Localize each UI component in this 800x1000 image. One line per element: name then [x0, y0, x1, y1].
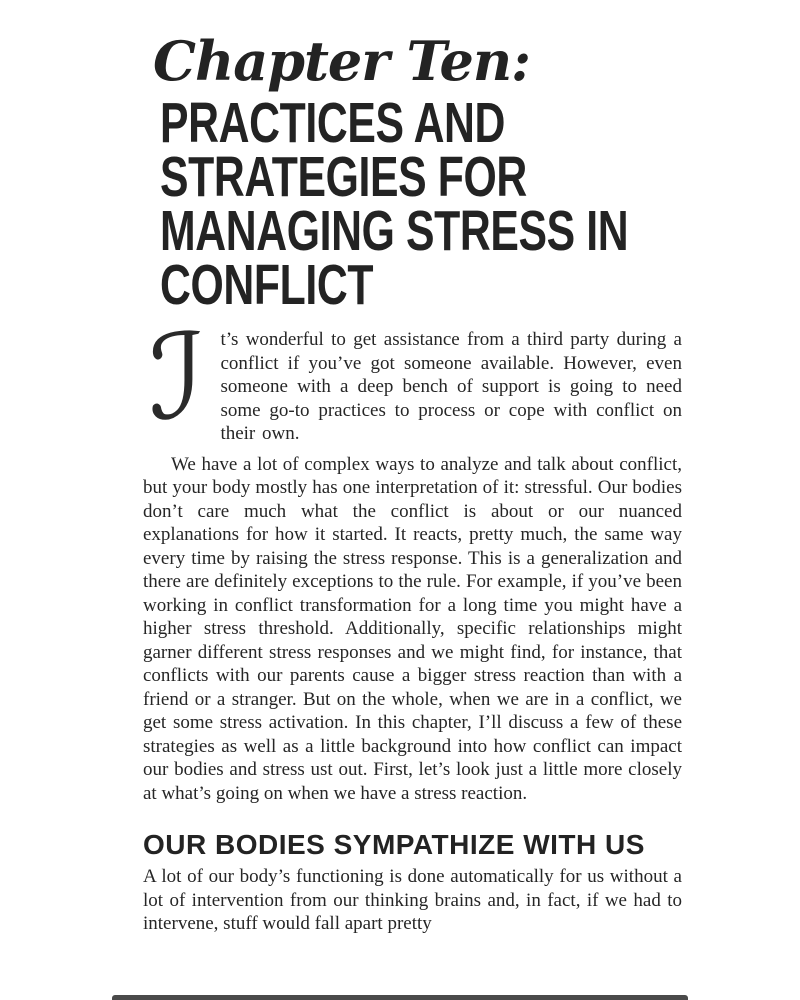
page-bottom-edge-bar [112, 995, 688, 1000]
chapter-title [160, 91, 682, 318]
intro-paragraph-text: t’s wonderful to get assistance from a third party during a conflict if you’ve got someone available. However, even someone with a deep bench of support is going to need some go-to practices to process or cope with conflict on their own. [220, 329, 682, 445]
chapter-title-line-4: CONFLICT [160, 253, 374, 318]
chapter-title-line-2: STRATEGIES FOR [160, 145, 527, 210]
intro-paragraph [143, 308, 682, 447]
chapter-title-line-3: MANAGING STRESS IN [160, 199, 629, 264]
drop-cap-letter-i: ℐ [149, 308, 205, 447]
body-paragraph: We have a lot of complex ways to analyze and talk about conflict, but your body mostly has one interpretation of it: stressful. Our bodies don’t care much what the conflict is about or our nuanced explanations for how it started. It reacts, pretty much, the same way every time by raising the stress response. This is a generalization and there are definitely exceptions to the rule. For example, if you’ve been working in conflict transformation for a long time you might have a higher stress threshold. Additionally, specific relationships might garner different stress responses and we might find, for instance, that conflicts with our parents cause a bigger stress reaction than with a friend or a stranger. But on the whole, when we are in a conflict, we get some stress activation. In this chapter, I’ll discuss a few of these strategies as well as a little background into how conflict can impact our bodies and stress ust out. First, let’s look just a little more closely at what’s going on when we have a stress reaction. [143, 453, 682, 804]
chapter-title-line-1: PRACTICES AND [160, 91, 506, 156]
chapter-script-heading: Chapter Ten: [153, 29, 531, 93]
section-heading: OUR BODIES SYMPATHIZE WITH US [143, 829, 645, 861]
section-paragraph: A lot of our body’s functioning is done automatically for us without a lot of intervention from our thinking brains and, in fact, if we had to intervene, stuff would fall apart pretty [143, 866, 682, 935]
